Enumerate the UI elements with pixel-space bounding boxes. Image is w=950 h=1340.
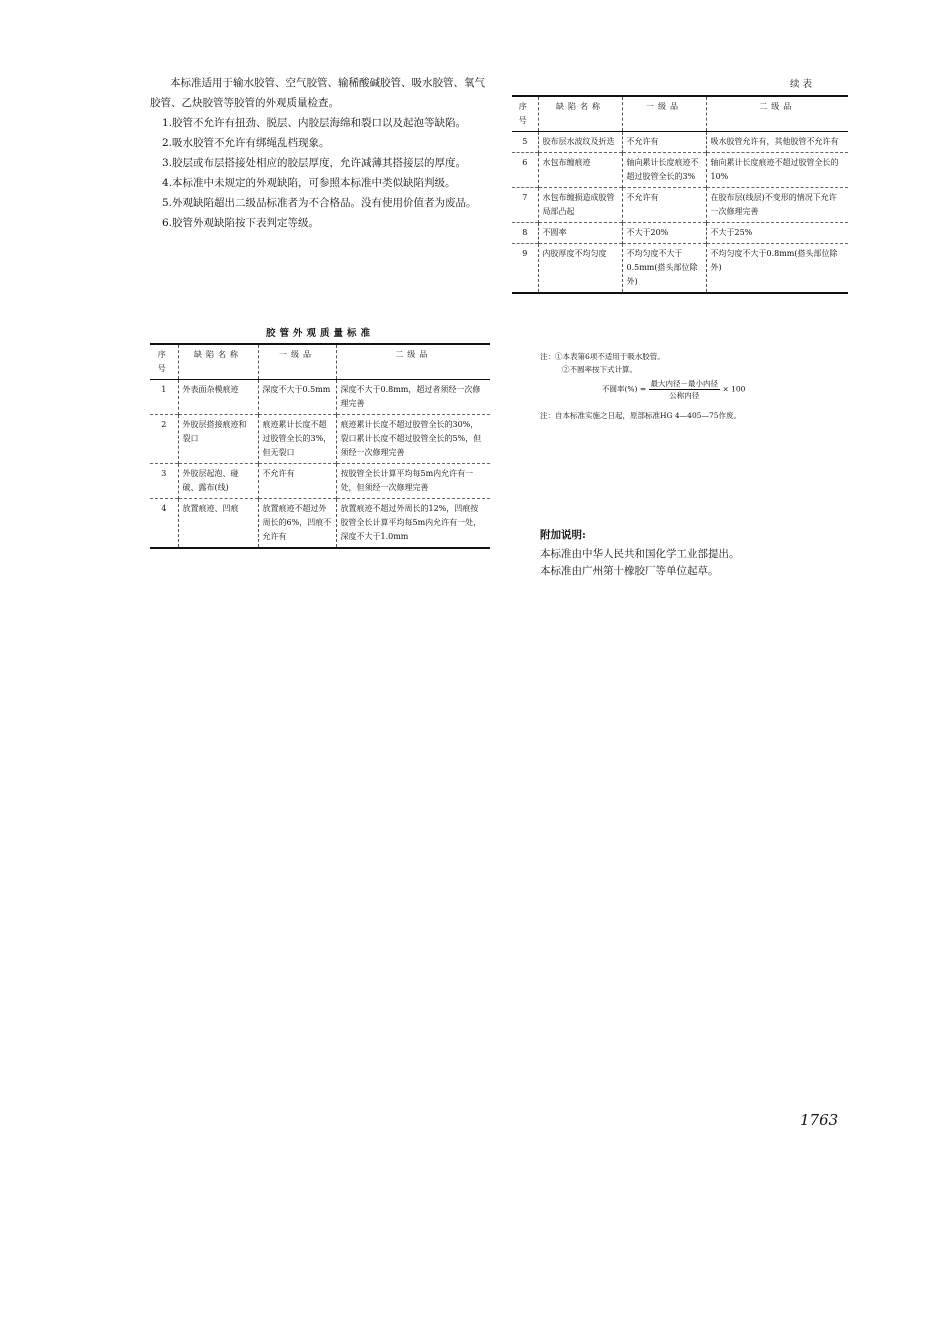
note-2: 注：自本标准实施之日起，原部标准HG 4—405—75作废。 — [540, 411, 742, 420]
row-grade2: 深度不大于0.8mm，超过者须经一次修理完善 — [336, 380, 490, 415]
col-header-no: 序号 — [150, 344, 178, 380]
row-defect: 外胶层起泡、碰破、露布(线) — [178, 464, 258, 499]
row-defect: 内胶厚度不均匀度 — [538, 244, 622, 294]
row-defect: 胶布层水波纹及折迭 — [538, 132, 622, 153]
row-no: 8 — [512, 223, 538, 244]
table-row — [150, 380, 490, 415]
row-grade1: 不允许有 — [258, 464, 336, 499]
row-grade2: 痕迹累计长度不超过胶管全长的30%，裂口累计长度不超过胶管全长的5%，但须经一次修理完善 — [336, 415, 490, 464]
formula-denominator: 公称内径 — [669, 391, 700, 400]
rule-6: 6.胶管外观缺陷按下表判定等级。 — [162, 217, 320, 229]
row-grade2: 放置痕迹不超过外周长的12%，凹痕按胶管全长计算平均每5m内允许有一处，深度不大于1.0mm — [336, 499, 490, 549]
formula-numerator: 最大内径－最小内径 — [650, 379, 719, 388]
table-row — [512, 188, 848, 223]
row-grade2: 吸水胶管允许有，其他胶管不允许有 — [706, 132, 848, 153]
col-header-defect: 缺陷名称 — [538, 96, 622, 132]
rule-2: 2.吸水胶管不允许有绑绳乱档现象。 — [162, 137, 330, 149]
row-grade2: 按胶管全长计算平均每5m内允许有一处，但须经一次修理完善 — [336, 464, 490, 499]
row-defect: 水包布缠痕迹 — [538, 153, 622, 188]
quality-table-right — [512, 95, 848, 294]
row-grade1: 不允许有 — [622, 188, 706, 223]
col-header-grade2: 二级品 — [336, 344, 490, 380]
row-no: 6 — [512, 153, 538, 188]
rule-4: 4.本标准中未规定的外观缺陷，可参照本标准中类似缺陷判级。 — [162, 177, 456, 189]
table-row — [512, 223, 848, 244]
continued-label: 续表 — [790, 79, 816, 90]
row-grade1: 不均匀度不大于0.5mm(搭头部位除外) — [622, 244, 706, 294]
formula-lhs: 不圆率(%) = — [602, 384, 647, 394]
row-grade1: 轴向累计长度痕迹不超过胶管全长的3% — [622, 153, 706, 188]
intro-text — [150, 73, 490, 233]
table-row — [512, 244, 848, 294]
additional-text — [540, 546, 840, 580]
row-grade1: 放置痕迹不超过外周长的6%，凹痕不允许有 — [258, 499, 336, 549]
rule-5: 5.外观缺陷超出二级品标准者为不合格品。没有使用价值者为废品。 — [162, 197, 477, 209]
table-row — [150, 499, 490, 549]
row-grade1: 不大于20% — [622, 223, 706, 244]
row-no: 5 — [522, 137, 528, 146]
row-grade1: 痕迹累计长度不超过胶管全长的3%，但无裂口 — [258, 415, 336, 464]
row-defect: 不圆率 — [538, 223, 622, 244]
rule-3: 3.胶层或布层搭接处相应的胶层厚度，允许减薄其搭接层的厚度。 — [162, 157, 467, 169]
row-defect: 水包布缠损造成胶管局部凸起 — [538, 188, 622, 223]
table-row — [150, 415, 490, 464]
row-defect: 外胶层搭接痕迹和裂口 — [178, 415, 258, 464]
row-no: 1 — [161, 385, 167, 394]
table-row — [512, 132, 848, 153]
page-number: 1763 — [800, 1111, 839, 1129]
table-row — [150, 464, 490, 499]
row-defect: 放置痕迹、凹痕 — [178, 499, 258, 549]
col-header-no: 序号 — [512, 96, 538, 132]
table-row — [512, 153, 848, 188]
formula-rhs: × 100 — [722, 384, 746, 394]
col-header-grade1: 一级品 — [622, 96, 706, 132]
row-no: 7 — [512, 188, 538, 223]
row-grade2: 不大于25% — [706, 223, 848, 244]
row-no: 9 — [512, 244, 538, 294]
notes — [540, 350, 840, 422]
row-no: 3 — [150, 464, 178, 499]
formula-fraction — [649, 378, 721, 401]
additional-line: 本标准由广州第十橡胶厂等单位起草。 — [540, 565, 719, 577]
quality-table-left — [150, 343, 490, 549]
additional-line: 本标准由中华人民共和国化学工业部提出。 — [540, 548, 740, 560]
note-1b: ②不圆率按下式计算。 — [562, 365, 637, 374]
col-header-defect: 缺陷名称 — [178, 344, 258, 380]
row-grade2: 轴向累计长度痕迹不超过胶管全长的10% — [706, 153, 848, 188]
row-grade1: 不允许有 — [622, 132, 706, 153]
row-grade1: 深度不大于0.5mm — [258, 380, 336, 415]
row-no: 2 — [150, 415, 178, 464]
additional-title: 附加说明: — [540, 529, 586, 541]
col-header-grade1: 一级品 — [258, 344, 336, 380]
note-1: 注：①本表第6项不适用于吸水胶管。 — [540, 352, 665, 361]
table-title: 胶管外观质量标准 — [265, 328, 374, 339]
intro-paragraph: 本标准适用于输水胶管、空气胶管、输稀酸碱胶管、吸水胶管、氧气胶管、乙炔胶管等胶管的外观质量检查。 — [150, 77, 485, 109]
row-grade2: 不均匀度不大于0.8mm(搭头部位除外) — [706, 244, 848, 294]
row-no: 4 — [150, 499, 178, 549]
rule-1: 1.胶管不允许有扭劲、脱层、内胶层海绵和裂口以及起泡等缺陷。 — [162, 117, 467, 129]
formula — [540, 378, 840, 401]
col-header-grade2: 二级品 — [706, 96, 848, 132]
row-grade2: 在胶布层(线层)不变形的情况下允许一次修理完善 — [706, 188, 848, 223]
row-defect: 外表面杂模痕迹 — [178, 380, 258, 415]
